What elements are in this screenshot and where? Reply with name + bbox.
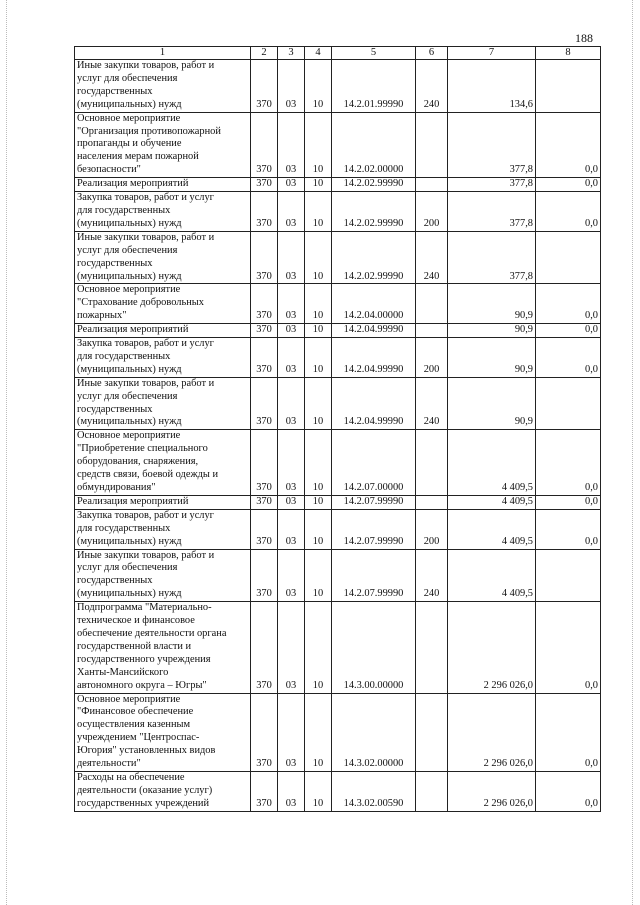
admin-code: 370 — [251, 231, 278, 284]
subsection-code: 10 — [305, 509, 332, 549]
row-name: Расходы на обеспечение деятельности (оказание услуг) государственных учреждений — [75, 771, 251, 811]
section-code: 03 — [278, 509, 305, 549]
subsection-code: 10 — [305, 693, 332, 771]
target-article: 14.2.07.99990 — [332, 495, 416, 509]
table-row — [75, 377, 601, 430]
target-article: 14.2.04.99990 — [332, 338, 416, 378]
row-name: Реализация мероприятий — [75, 178, 251, 192]
expense-type — [416, 324, 448, 338]
amount: 2 296 026,0 — [448, 771, 536, 811]
admin-code: 370 — [251, 602, 278, 693]
target-article: 14.2.07.00000 — [332, 430, 416, 496]
section-code: 03 — [278, 178, 305, 192]
table-row — [75, 192, 601, 232]
expense-type: 240 — [416, 60, 448, 113]
subsection-code: 10 — [305, 602, 332, 693]
row-name: Закупка товаров, работ и услуг для государственных (муниципальных) нужд — [75, 338, 251, 378]
amount: 4 409,5 — [448, 495, 536, 509]
subsection-code: 10 — [305, 192, 332, 232]
admin-code: 370 — [251, 178, 278, 192]
amount-2: 0,0 — [536, 602, 601, 693]
admin-code: 370 — [251, 549, 278, 602]
subsection-code: 10 — [305, 284, 332, 324]
amount-2: 0,0 — [536, 192, 601, 232]
column-header: 4 — [305, 47, 332, 60]
row-name: Основное мероприятие "Страхование добровольных пожарных" — [75, 284, 251, 324]
target-article: 14.2.04.99990 — [332, 377, 416, 430]
section-code: 03 — [278, 338, 305, 378]
table-row — [75, 771, 601, 811]
amount: 377,8 — [448, 192, 536, 232]
subsection-code: 10 — [305, 549, 332, 602]
amount-2 — [536, 549, 601, 602]
section-code: 03 — [278, 495, 305, 509]
amount: 4 409,5 — [448, 549, 536, 602]
row-name: Закупка товаров, работ и услуг для государственных (муниципальных) нужд — [75, 192, 251, 232]
amount-2: 0,0 — [536, 178, 601, 192]
column-header: 1 — [75, 47, 251, 60]
expense-type: 200 — [416, 509, 448, 549]
amount-2: 0,0 — [536, 284, 601, 324]
row-name: Иные закупки товаров, работ и услуг для обеспечения государственных (муниципальных) нужд — [75, 231, 251, 284]
subsection-code: 10 — [305, 112, 332, 178]
section-code: 03 — [278, 377, 305, 430]
amount: 134,6 — [448, 60, 536, 113]
amount-2: 0,0 — [536, 338, 601, 378]
amount: 90,9 — [448, 284, 536, 324]
amount-2 — [536, 377, 601, 430]
section-code: 03 — [278, 602, 305, 693]
section-code: 03 — [278, 231, 305, 284]
expense-type — [416, 430, 448, 496]
section-code: 03 — [278, 284, 305, 324]
section-code: 03 — [278, 693, 305, 771]
amount: 4 409,5 — [448, 430, 536, 496]
expense-type — [416, 495, 448, 509]
admin-code: 370 — [251, 693, 278, 771]
column-header: 2 — [251, 47, 278, 60]
subsection-code: 10 — [305, 338, 332, 378]
admin-code: 370 — [251, 338, 278, 378]
amount-2: 0,0 — [536, 112, 601, 178]
row-name: Реализация мероприятий — [75, 495, 251, 509]
table-row — [75, 284, 601, 324]
admin-code: 370 — [251, 495, 278, 509]
table-row — [75, 430, 601, 496]
column-header: 5 — [332, 47, 416, 60]
admin-code: 370 — [251, 377, 278, 430]
section-code: 03 — [278, 771, 305, 811]
subsection-code: 10 — [305, 178, 332, 192]
target-article: 14.3.02.00000 — [332, 693, 416, 771]
column-header: 8 — [536, 47, 601, 60]
section-code: 03 — [278, 112, 305, 178]
target-article: 14.2.07.99990 — [332, 509, 416, 549]
admin-code: 370 — [251, 192, 278, 232]
expense-type: 240 — [416, 231, 448, 284]
table-row — [75, 324, 601, 338]
expense-type: 200 — [416, 338, 448, 378]
row-name: Основное мероприятие "Организация противопожарной пропаганды и обучение населения мерам пожарной безопасности" — [75, 112, 251, 178]
row-name: Иные закупки товаров, работ и услуг для обеспечения государственных (муниципальных) нужд — [75, 60, 251, 113]
section-code: 03 — [278, 60, 305, 113]
column-header: 3 — [278, 47, 305, 60]
amount: 2 296 026,0 — [448, 602, 536, 693]
row-name: Основное мероприятие "Финансовое обеспечение осуществления казенным учреждением "Центроспас- Югория" установленных видов деятельности" — [75, 693, 251, 771]
amount: 377,8 — [448, 178, 536, 192]
subsection-code: 10 — [305, 430, 332, 496]
left-scan-edge — [6, 0, 8, 905]
header-row — [75, 47, 601, 60]
admin-code: 370 — [251, 324, 278, 338]
admin-code: 370 — [251, 60, 278, 113]
page-number: 188 — [575, 31, 593, 45]
amount: 2 296 026,0 — [448, 693, 536, 771]
expense-type — [416, 112, 448, 178]
subsection-code: 10 — [305, 771, 332, 811]
section-code: 03 — [278, 324, 305, 338]
expense-type — [416, 693, 448, 771]
amount-2 — [536, 60, 601, 113]
table-row — [75, 178, 601, 192]
admin-code: 370 — [251, 430, 278, 496]
column-header: 6 — [416, 47, 448, 60]
expense-type: 240 — [416, 377, 448, 430]
subsection-code: 10 — [305, 231, 332, 284]
expense-type — [416, 771, 448, 811]
expense-type: 200 — [416, 192, 448, 232]
amount-2: 0,0 — [536, 324, 601, 338]
row-name: Закупка товаров, работ и услуг для государственных (муниципальных) нужд — [75, 509, 251, 549]
expense-type — [416, 284, 448, 324]
subsection-code: 10 — [305, 495, 332, 509]
table-row — [75, 509, 601, 549]
amount-2: 0,0 — [536, 693, 601, 771]
admin-code: 370 — [251, 112, 278, 178]
target-article: 14.2.02.00000 — [332, 112, 416, 178]
section-code: 03 — [278, 192, 305, 232]
row-name: Основное мероприятие "Приобретение специального оборудования, снаряжения, средств связи, боевой одежды и обмундирования" — [75, 430, 251, 496]
amount-2: 0,0 — [536, 495, 601, 509]
expense-type: 240 — [416, 549, 448, 602]
target-article: 14.2.04.99990 — [332, 324, 416, 338]
table-row — [75, 338, 601, 378]
table-row — [75, 602, 601, 693]
expense-type — [416, 602, 448, 693]
target-article: 14.3.02.00590 — [332, 771, 416, 811]
table-row — [75, 112, 601, 178]
target-article: 14.2.02.99990 — [332, 231, 416, 284]
target-article: 14.2.04.00000 — [332, 284, 416, 324]
section-code: 03 — [278, 549, 305, 602]
subsection-code: 10 — [305, 324, 332, 338]
section-code: 03 — [278, 430, 305, 496]
admin-code: 370 — [251, 771, 278, 811]
target-article: 14.2.02.99990 — [332, 192, 416, 232]
row-name: Реализация мероприятий — [75, 324, 251, 338]
amount: 90,9 — [448, 377, 536, 430]
table-row — [75, 231, 601, 284]
subsection-code: 10 — [305, 377, 332, 430]
row-name: Иные закупки товаров, работ и услуг для обеспечения государственных (муниципальных) нужд — [75, 377, 251, 430]
admin-code: 370 — [251, 284, 278, 324]
budget-table — [74, 46, 601, 812]
admin-code: 370 — [251, 509, 278, 549]
table-row — [75, 549, 601, 602]
amount: 377,8 — [448, 112, 536, 178]
amount-2 — [536, 231, 601, 284]
row-name: Подпрограмма "Материально- техническое и финансовое обеспечение деятельности органа государственной власти и государственного учреждения Ханты-Мансийского автономного округа – Югры" — [75, 602, 251, 693]
amount: 377,8 — [448, 231, 536, 284]
target-article: 14.2.07.99990 — [332, 549, 416, 602]
target-article: 14.2.02.99990 — [332, 178, 416, 192]
column-header: 7 — [448, 47, 536, 60]
subsection-code: 10 — [305, 60, 332, 113]
table-body — [75, 60, 601, 812]
amount-2: 0,0 — [536, 771, 601, 811]
row-name: Иные закупки товаров, работ и услуг для обеспечения государственных (муниципальных) нужд — [75, 549, 251, 602]
amount-2: 0,0 — [536, 430, 601, 496]
amount: 90,9 — [448, 338, 536, 378]
amount: 90,9 — [448, 324, 536, 338]
amount-2: 0,0 — [536, 509, 601, 549]
table-row — [75, 693, 601, 771]
right-scan-edge — [632, 0, 634, 905]
expense-type — [416, 178, 448, 192]
table-row — [75, 495, 601, 509]
target-article: 14.2.01.99990 — [332, 60, 416, 113]
amount: 4 409,5 — [448, 509, 536, 549]
target-article: 14.3.00.00000 — [332, 602, 416, 693]
table-row — [75, 60, 601, 113]
